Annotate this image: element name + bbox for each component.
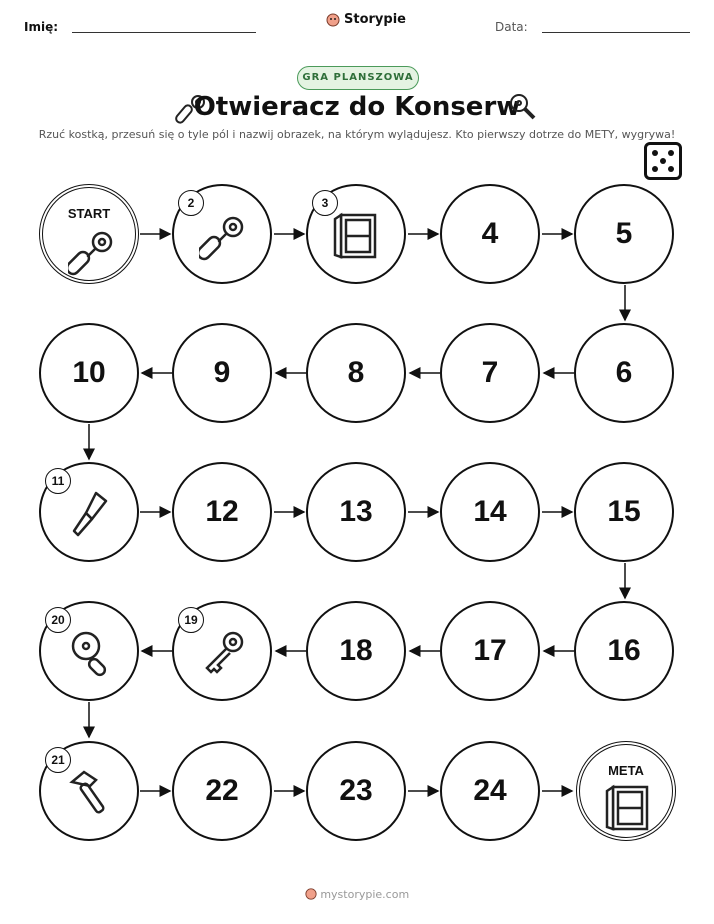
start-cell[interactable] [39,184,139,284]
board-cell-21[interactable] [39,741,139,841]
cupboard-icon [605,783,655,833]
finish-label: META [608,763,644,778]
cell-number: 15 [607,495,641,528]
cell-number: 17 [473,634,507,667]
board-cell-12[interactable] [172,462,272,562]
board-cell-22[interactable] [172,741,272,841]
cell-number: 4 [481,217,499,250]
cell-number: 3 [312,190,338,216]
instructions: Rzuć kostką, przesuń się o tyle pól i nazwij obrazek, na którym wylądujesz. Kto pierwszy dotrze do METY, wygrywa! [38,128,676,141]
board-cell-16[interactable] [574,601,674,701]
cell-number: 5 [615,217,633,250]
footer-url[interactable]: mystorypie.com [320,888,410,901]
board-cell-19[interactable] [172,601,272,701]
cell-number: 21 [45,747,71,773]
storypie-icon [305,888,317,900]
board-cell-15[interactable] [574,462,674,562]
can-opener-icon [199,211,249,261]
cell-number: 11 [45,468,71,494]
hammer-icon [66,768,116,818]
start-label: START [67,206,111,221]
finish-cell[interactable] [576,741,676,841]
board-cell-17[interactable] [440,601,540,701]
cell-number: 12 [205,495,239,528]
board-cell-11[interactable] [39,462,139,562]
cupboard-icon [333,211,383,261]
cell-number: 8 [347,356,365,389]
date-label: Data: [495,20,528,34]
board-cell-10[interactable] [39,323,139,423]
cell-number: 9 [213,356,231,389]
cell-number: 10 [72,356,106,389]
cell-number: 7 [481,356,499,389]
can-opener-icon [68,226,118,276]
board-cell-20[interactable] [39,601,139,701]
board-cell-8[interactable] [306,323,406,423]
cell-number: 20 [45,607,71,633]
board-cell-2[interactable] [172,184,272,284]
knife-icon [66,489,116,539]
category-badge: GRA PLANSZOWA [297,66,419,90]
board-cell-6[interactable] [574,323,674,423]
cell-number: 16 [607,634,641,667]
board-cell-3[interactable] [306,184,406,284]
cell-number: 14 [473,495,507,528]
cell-number: 23 [339,774,373,807]
key-icon [199,628,249,678]
name-label: Imię: [24,20,59,34]
brand-name: Storypie [344,12,406,27]
board-cell-7[interactable] [440,323,540,423]
pizza-cutter-icon [66,628,116,678]
board-cell-23[interactable] [306,741,406,841]
footer [0,888,714,901]
cell-number: 2 [178,190,204,216]
board-cell-18[interactable] [306,601,406,701]
cell-number: 13 [339,495,373,528]
cell-number: 18 [339,634,373,667]
board-cell-14[interactable] [440,462,540,562]
board-cell-5[interactable] [574,184,674,284]
page-title: Otwieracz do Konserw [193,92,521,122]
cell-number: 22 [205,774,239,807]
board-cell-4[interactable] [440,184,540,284]
cell-number: 24 [473,774,507,807]
board-cell-13[interactable] [306,462,406,562]
cell-number: 6 [615,356,633,389]
board-cell-9[interactable] [172,323,272,423]
board-cell-24[interactable] [440,741,540,841]
cell-number: 19 [178,607,204,633]
